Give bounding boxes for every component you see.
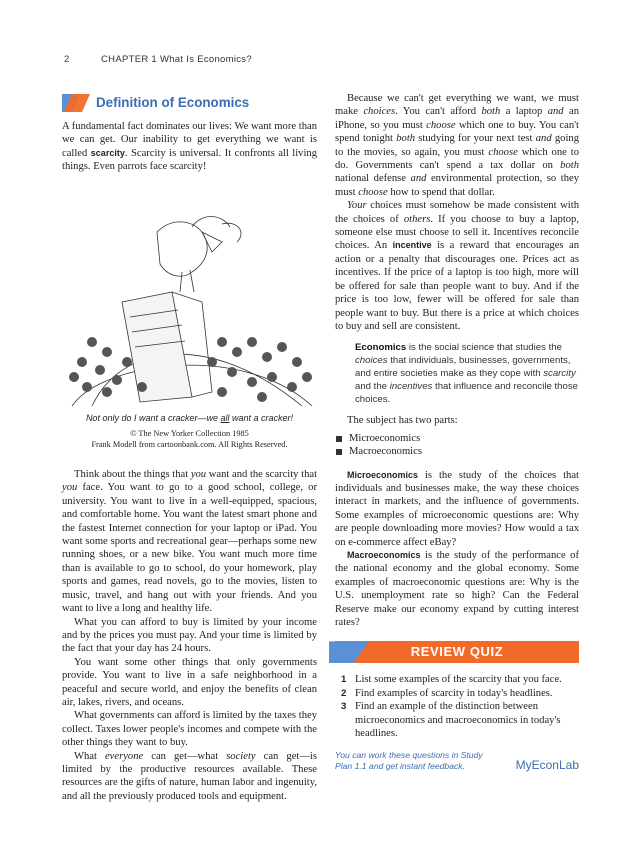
page-number: 2 [64, 54, 70, 65]
quiz-list [341, 673, 579, 740]
list-item: Macroeconomics [335, 445, 579, 458]
myeconlab-link[interactable]: MyEconLab [515, 758, 579, 773]
list-item: Microeconomics [335, 432, 579, 445]
review-quiz-banner [335, 641, 579, 663]
list-item: 2 Find examples of scarcity in today's headlines. [341, 687, 553, 699]
microeconomics-paragraph: Microeconomics is the study of the choices that individuals and businesses make, the way these choices interact in markets, and the influence of governments. Some examples of microeconomic questions are: Why are people downloading more movies? How would a tax on e-commerce affect eBay? [335, 469, 579, 548]
study-plan-text: You can work these questions in Study Plan 1.1 and get instant feedback. [335, 750, 483, 772]
parrot-cartoon [62, 192, 317, 408]
taxes-paragraph: What governments can afford is limited by the taxes they collect. Taxes lower people's incomes and compete with the other things they want to buy. [62, 710, 317, 749]
parrot-crowd-illustration [62, 192, 317, 408]
section-heading [62, 92, 317, 114]
economics-definition: Economics is the social science that studies the choices that individuals, businesses, governments, and entire societies make as they cope with scarcity and the incentives that influence and reconcile those choices. [355, 342, 578, 406]
scarcity-keyword: scarcity [90, 147, 125, 158]
section-title: Definition of Economics [96, 95, 250, 111]
study-plan-note [335, 750, 579, 772]
left-column [62, 92, 317, 803]
section-marker-icon [62, 94, 90, 112]
resources-paragraph: What everyone can get—what society can get—is limited by the productive resources available. These resources are the gifts of nature, human labor and ingenuity, and all the previously produced tools and equipment. [62, 750, 317, 802]
intro-paragraph: A fundamental fact dominates our lives: We want more than we can get. Our inability to get everything we want is called scarcity. Scarcity is universal. It confronts all living things. Even parrots face scarcity! [62, 121, 317, 173]
list-item: 3 Find an example of the distinction between microeconomics and macroeconomics in today's headlines. [341, 701, 561, 740]
running-header [64, 53, 252, 66]
incentives-paragraph: Your choices must somehow be made consistent with the choices of others. If you choose to buy a laptop, someone else must choose to sell it. Incentives reconcile choices. An incentive is a reward that encourages an action or a penalty that discourages one. Prices act as incentives. If the price of a laptop is too high, more will be offered for sale than people want to buy. And if the price is too low, fewer will be offered for sale than people want to buy. But there is a price at which choices to buy and sell are consistent. [335, 200, 580, 332]
choices-paragraph: Because we can't get everything we want, we must make choices. You can't afford both a laptop and an iPhone, so you must choose which one to buy. You can't spend tonight both studying for your next test and going to the movies, so again, you must choose which one to do. Governments can't spend a tax dollar on both national defense and environmental protection, so they must choose how to spend that dollar. [335, 93, 579, 198]
review-quiz-title: REVIEW QUIZ [410, 644, 504, 660]
cartoon-caption: Not only do I want a cracker—we all want a cracker! [85, 412, 294, 423]
right-column [335, 92, 579, 772]
parts-intro: The subject has two parts: [347, 415, 458, 427]
parts-list [335, 432, 579, 459]
running-head: CHAPTER 1 What Is Economics? [101, 54, 252, 65]
macroeconomics-paragraph: Macroeconomics is the study of the performance of the national economy and the global economy. Some examples of macroeconomic questions are: Why is the U.S. unemployment rate so high? Can the Federal Reserve make our economy expand by cutting interest rates? [335, 549, 579, 628]
wants-paragraph: Think about the things that you want and the scarcity that you face. You want to go to a good school, college, or university. You want to live in a well-equipped, spacious, and comfortable home. You want the latest smart phone and the fastest Internet connection for your laptop or iPad. You want some sports and recreational gear—perhaps some new running shoes, or a new bike. You want much more time than is available to go to school, do your homework, play sports and games, read novels, go to the movies, listen to music, travel, and hang out with your friends. And you want to live a long and healthy life. [62, 469, 318, 615]
incentive-keyword: incentive [392, 240, 432, 251]
list-item: 1 List some examples of the scarcity that you face. [341, 674, 562, 686]
income-paragraph: What you can afford to buy is limited by your income and by the prices you must pay. And your time is limited by the fact that your day has 24 hours. [62, 616, 317, 655]
government-paragraph: You want some other things that only governments provide. You want to live in a safe neighborhood in a peaceful and secure world, and enjoy the benefits of clean air, lakes, rivers, and oceans. [62, 656, 317, 708]
cartoon-credit: © The New Yorker Collection 1985 Frank Modell from cartoonbank.com. All Rights Reserved. [91, 429, 288, 449]
